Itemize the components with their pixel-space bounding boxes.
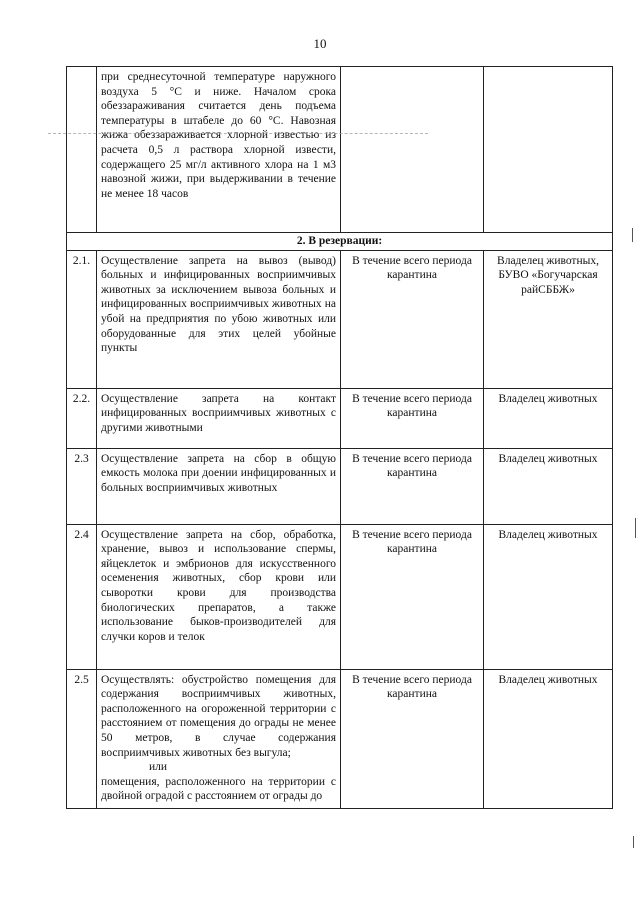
table-row: [67, 448, 613, 524]
measure-text-part: Осуществлять: обустройство помещения для содержания восприимчивых животных, расположенного на огороженной территории с расстоянием от помещения до ограды не менее 50 метров, в случае содержания восприимчивых животных без выгула;: [101, 673, 336, 759]
section-title: 2. В резервации:: [67, 233, 613, 251]
scan-edge-mark: [633, 836, 634, 848]
section-header-row: [67, 233, 613, 251]
responsible-cell: Владелец животных: [484, 524, 613, 669]
measure-text: Осуществление запрета на сбор в общую емкость молока при доении инфицированных и больных восприимчивых животных: [97, 448, 341, 524]
term-cell: В течение всего периода карантина: [341, 388, 484, 448]
term-cell: В течение всего периода карантина: [341, 250, 484, 388]
term-cell: В течение всего периода карантина: [341, 448, 484, 524]
measure-text-part: или: [149, 761, 168, 774]
row-number: 2.1.: [67, 250, 97, 388]
table-row: [67, 250, 613, 388]
measure-text: при среднесуточной температуре наружного воздуха 5 °С и ниже. Началом срока обеззараживания считается день подъема температуры в штабеле до 60 °С. Навозная жижа обеззараживается хлорной известью из расчета 0,5 л раствора хлорной извести, содержащего 25 мг/л активного хлора на 1 м3 навозной жижи, при выдерживании в течение не менее 18 часов: [97, 67, 341, 233]
scan-dashed-line: [48, 133, 428, 134]
scan-edge-mark: [632, 228, 633, 242]
measure-text: Осуществление запрета на вывоз (вывод) больных и инфицированных восприимчивых животных за исключением вывоза больных и инфицированных восприимчивых животных на убой на предприятия по убою животных или оборудованные для этих целей убойные пункты: [97, 250, 341, 388]
measure-text: Осуществление запрета на контакт инфицированных восприимчивых животных с другими животными: [97, 388, 341, 448]
measure-text-part: помещения, расположенного на территории с двойной оградой с расстоянием от ограды до: [101, 775, 336, 803]
responsible-cell: [484, 67, 613, 233]
responsible-cell: Владелец животных: [484, 448, 613, 524]
responsible-cell: Владелец животных: [484, 388, 613, 448]
responsible-cell: Владелец животных: [484, 669, 613, 808]
table-row-intro: [67, 67, 613, 233]
row-number: [67, 67, 97, 233]
table-row: [67, 524, 613, 669]
responsible-cell: Владелец животных, БУВО «Богучарская райСББЖ»: [484, 250, 613, 388]
measure-text: Осуществление запрета на сбор, обработка, хранение, вывоз и использование спермы, яйцеклеток и эмбрионов для искусственного осеменения животных, сбор крови или сыворотки крови для производства биологических препаратов, а также использование быков-производителей для случки коров и телок: [97, 524, 341, 669]
measure-text: [97, 669, 341, 808]
row-number: 2.3: [67, 448, 97, 524]
row-number: 2.5: [67, 669, 97, 808]
row-number: 2.4: [67, 524, 97, 669]
term-cell: В течение всего периода карантина: [341, 524, 484, 669]
term-cell: [341, 67, 484, 233]
page-number: 10: [313, 36, 327, 51]
scan-edge-mark: [635, 518, 636, 538]
table-row: [67, 669, 613, 808]
term-cell: В течение всего периода карантина: [341, 669, 484, 808]
table-row: [67, 388, 613, 448]
measures-table: [66, 66, 613, 809]
row-number: 2.2.: [67, 388, 97, 448]
